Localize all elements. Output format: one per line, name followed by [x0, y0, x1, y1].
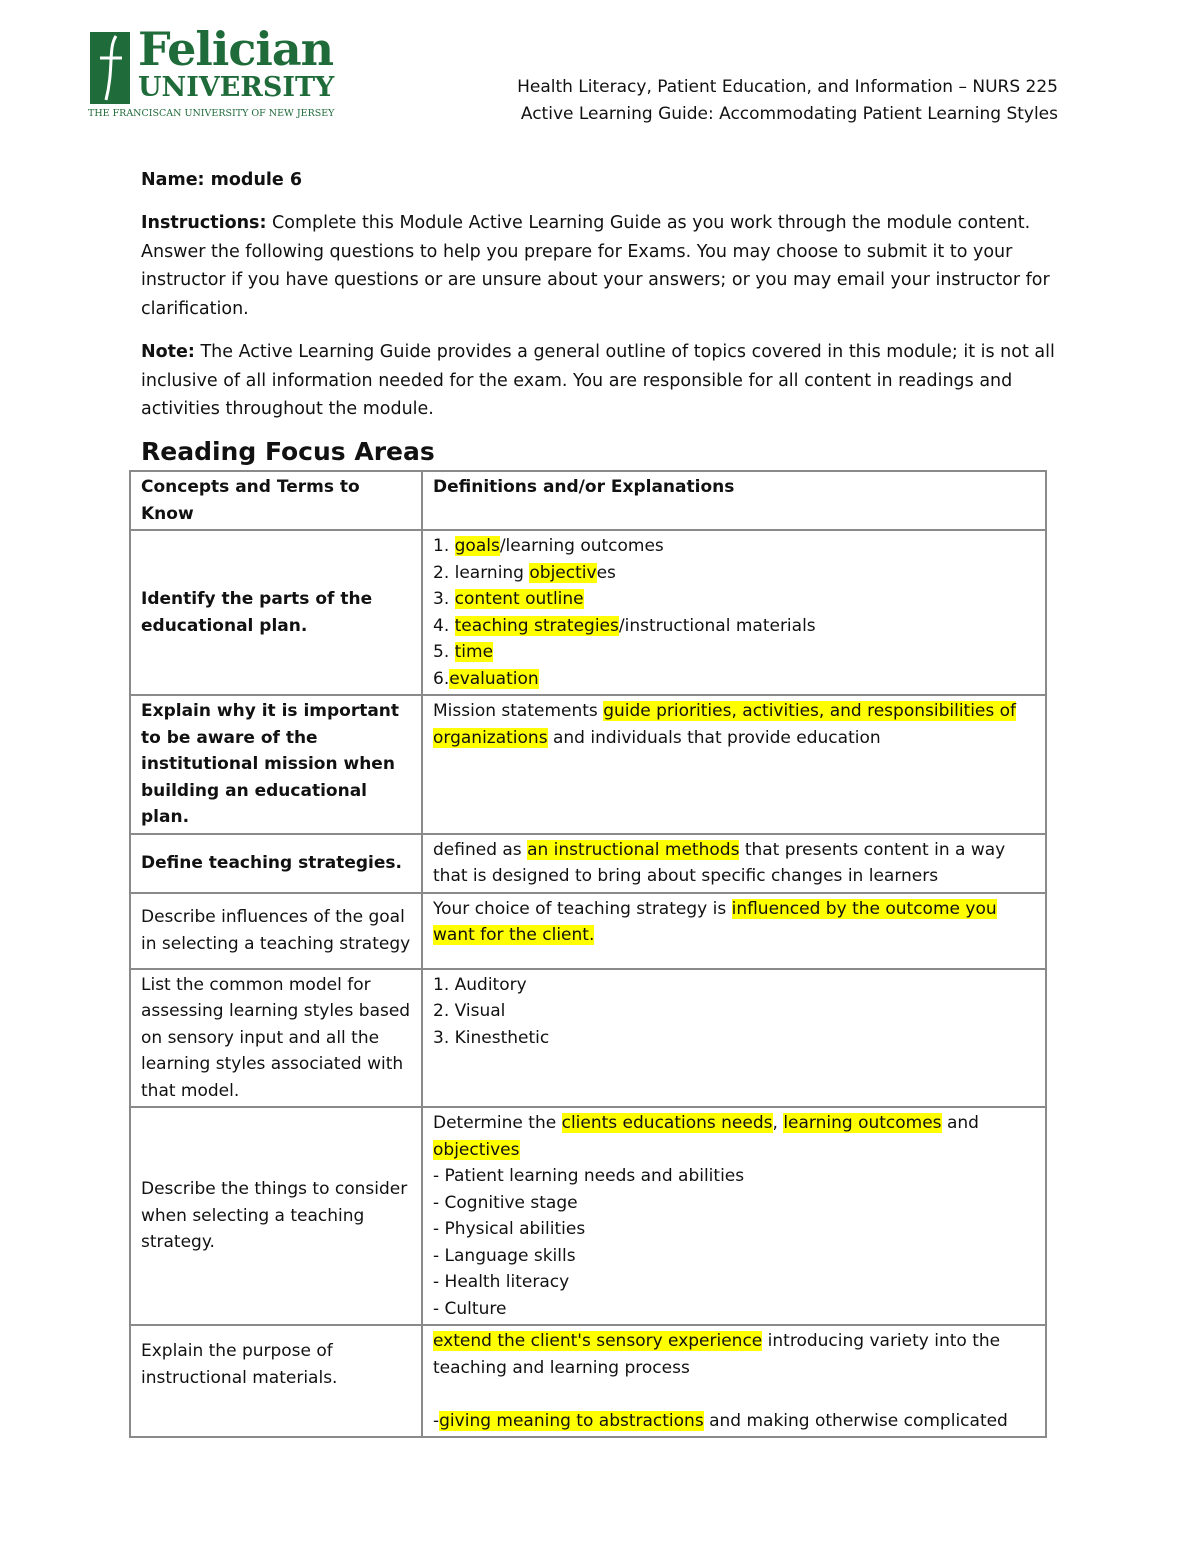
definition-cell: defined as an instructional methods that presents content in a way that is designed to bring about specific changes in learners: [422, 834, 1046, 893]
list-item: 1. Auditory: [433, 974, 527, 995]
table-row: [130, 893, 1046, 969]
name-line: [141, 166, 1061, 195]
logo-emblem-icon: [88, 28, 134, 108]
list-item: - Language skills: [433, 1245, 576, 1266]
definition-cell: Your choice of teaching strategy is influenced by the outcome you want for the client.: [422, 893, 1046, 969]
document-header: [517, 74, 1058, 128]
definition-cell: Determine the clients educations needs, learning outcomes and objectives - Patient learning needs and abilities - Cognitive stage - Physical abilities - Language skills - Health literacy - Culture: [422, 1107, 1046, 1325]
list-item: - Physical abilities: [433, 1219, 586, 1239]
section-title: Reading Focus Areas: [141, 437, 435, 466]
list-item: 2. Visual: [433, 1001, 506, 1021]
instructions-paragraph: [141, 209, 1061, 323]
definition-cell: Mission statements guide priorities, activities, and responsibilities of organizations and individuals that provide education: [422, 695, 1046, 834]
note-paragraph: [141, 338, 1061, 424]
table-header-row: [130, 471, 1046, 530]
logo-university: UNIVERSITY: [138, 72, 335, 103]
felician-logo: [88, 22, 348, 120]
table-row: [130, 969, 1046, 1108]
table-row: [130, 834, 1046, 893]
concept-cell: Describe the things to consider when selecting a teaching strategy.: [130, 1107, 422, 1325]
concept-cell: Define teaching strategies.: [130, 834, 422, 893]
note-label: Note:: [141, 342, 195, 362]
concept-cell: Explain the purpose of instructional materials.: [130, 1325, 422, 1437]
concept-cell: Explain why it is important to be aware of the institutional mission when building an educational plan.: [130, 695, 422, 834]
instructions-label: Instructions:: [141, 213, 267, 233]
table-row: [130, 695, 1046, 834]
concept-cell: Identify the parts of the educational plan.: [130, 530, 422, 695]
list-item: 4. teaching strategies/instructional materials: [433, 615, 816, 636]
concept-cell: List the common model for assessing learning styles based on sensory input and all the learning styles associated with that model.: [130, 969, 422, 1108]
list-item: 1. goals/learning outcomes: [433, 536, 664, 556]
header-definitions: Definitions and/or Explanations: [422, 471, 1046, 530]
definition-cell: [422, 969, 1046, 1108]
header-course: Health Literacy, Patient Education, and Information – NURS 225: [517, 77, 1058, 97]
list-item: 3. Kinesthetic: [433, 1027, 550, 1048]
list-item: 3. content outline: [433, 589, 584, 609]
list-item: - Patient learning needs and abilities: [433, 1166, 745, 1186]
table-row: [130, 1325, 1046, 1437]
name-label: Name:: [141, 170, 205, 190]
list-item: 2. learning objectives: [433, 562, 616, 583]
list-item: - Cognitive stage: [433, 1192, 578, 1213]
instructions-text: Complete this Module Active Learning Guide as you work through the module content. Answer the following questions to help you prepare for Exams. You may choose to submit it to your instructor if you have questions or are unsure about your answers; or you may email your instructor for clarification.: [141, 213, 1050, 319]
list-item: 6.evaluation: [433, 668, 539, 689]
list-item: - Health literacy: [433, 1272, 570, 1292]
name-value: module 6: [204, 170, 303, 190]
table-row: [130, 530, 1046, 695]
header-concepts: Concepts and Terms to Know: [130, 471, 422, 530]
reading-focus-table: [129, 470, 1047, 1438]
definition-cell: [422, 530, 1046, 695]
list-item: - Culture: [433, 1298, 507, 1319]
header-guide-title: Active Learning Guide: Accommodating Patient Learning Styles: [520, 104, 1058, 124]
note-text: The Active Learning Guide provides a general outline of topics covered in this module; it is not all inclusive of all information needed for the exam. You are responsible for all content in readings and activities throughout the module.: [141, 342, 1055, 419]
list-item: 5. time: [433, 642, 494, 662]
logo-tagline: THE FRANCISCAN UNIVERSITY OF NEW JERSEY: [88, 108, 335, 119]
definition-cell: extend the client's sensory experience introducing variety into the teaching and learning process -giving meaning to abstractions and making otherwise complicated: [422, 1325, 1046, 1437]
table-row: [130, 1107, 1046, 1325]
concept-cell: Describe influences of the goal in selecting a teaching strategy: [130, 893, 422, 969]
logo-word: Felician: [138, 22, 334, 76]
